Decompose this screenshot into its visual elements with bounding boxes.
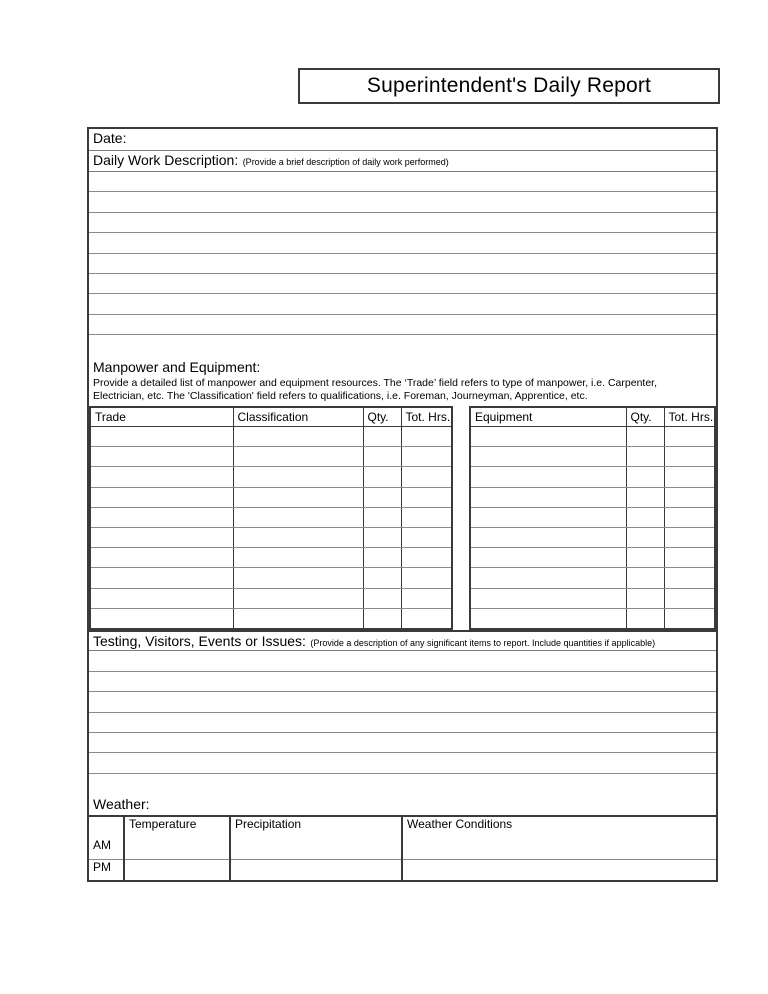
testing-note: (Provide a description of any significant items to report. Include quantities if applicable) bbox=[310, 638, 656, 649]
cell-tot-hrs[interactable] bbox=[401, 487, 451, 507]
cell-qty[interactable] bbox=[626, 507, 664, 527]
cell-qty[interactable] bbox=[363, 507, 401, 527]
weather-header-row bbox=[89, 817, 716, 838]
column-header-period bbox=[89, 817, 124, 838]
cell-qty[interactable] bbox=[626, 548, 664, 568]
manpower-header bbox=[89, 356, 716, 406]
cell-precipitation-am[interactable] bbox=[230, 838, 402, 859]
cell-qty[interactable] bbox=[626, 568, 664, 588]
cell-qty[interactable] bbox=[626, 608, 664, 628]
table-row[interactable] bbox=[91, 568, 451, 588]
column-header-qty: Qty. bbox=[626, 408, 664, 427]
cell-tot-hrs[interactable] bbox=[664, 527, 714, 547]
equipment-table bbox=[469, 406, 716, 631]
work-description-note: (Provide a brief description of daily work performed) bbox=[242, 157, 449, 167]
cell-trade[interactable] bbox=[91, 487, 233, 507]
testing-label: Testing, Visitors, Events or Issues: bbox=[93, 633, 306, 650]
cell-tot-hrs[interactable] bbox=[401, 527, 451, 547]
date-row[interactable] bbox=[89, 129, 716, 151]
cell-qty[interactable] bbox=[626, 447, 664, 467]
table-row[interactable] bbox=[91, 527, 451, 547]
table-row[interactable] bbox=[471, 548, 714, 568]
cell-conditions-am[interactable] bbox=[402, 838, 716, 859]
cell-period-pm: PM bbox=[89, 859, 124, 880]
cell-tot-hrs[interactable] bbox=[401, 467, 451, 487]
cell-qty[interactable] bbox=[626, 427, 664, 447]
manpower-table-header-row bbox=[91, 408, 451, 427]
cell-classification[interactable] bbox=[233, 568, 363, 588]
work-description-line[interactable] bbox=[89, 315, 716, 335]
cell-classification[interactable] bbox=[233, 527, 363, 547]
table-row[interactable] bbox=[471, 427, 714, 447]
cell-equipment[interactable] bbox=[471, 527, 626, 547]
cell-tot-hrs[interactable] bbox=[664, 447, 714, 467]
testing-lines bbox=[89, 651, 716, 794]
cell-qty[interactable] bbox=[626, 527, 664, 547]
table-row[interactable] bbox=[91, 447, 451, 467]
cell-classification[interactable] bbox=[233, 467, 363, 487]
table-row[interactable] bbox=[471, 568, 714, 588]
cell-trade[interactable] bbox=[91, 467, 233, 487]
cell-trade[interactable] bbox=[91, 548, 233, 568]
cell-tot-hrs[interactable] bbox=[401, 548, 451, 568]
cell-qty[interactable] bbox=[363, 608, 401, 628]
cell-qty[interactable] bbox=[363, 447, 401, 467]
work-description-header bbox=[89, 151, 716, 172]
cell-tot-hrs[interactable] bbox=[664, 427, 714, 447]
column-header-tot-hrs: Tot. Hrs. bbox=[664, 408, 714, 427]
cell-trade[interactable] bbox=[91, 427, 233, 447]
table-row[interactable] bbox=[91, 467, 451, 487]
table-row[interactable] bbox=[91, 507, 451, 527]
work-description-line[interactable] bbox=[89, 172, 716, 192]
testing-header bbox=[89, 630, 716, 651]
cell-trade[interactable] bbox=[91, 527, 233, 547]
cell-qty[interactable] bbox=[626, 588, 664, 608]
cell-period-am: AM bbox=[89, 838, 124, 859]
cell-equipment[interactable] bbox=[471, 427, 626, 447]
cell-equipment[interactable] bbox=[471, 608, 626, 628]
work-description-line[interactable] bbox=[89, 335, 716, 355]
work-description-line[interactable] bbox=[89, 213, 716, 233]
cell-qty[interactable] bbox=[363, 548, 401, 568]
table-row[interactable] bbox=[471, 467, 714, 487]
weather-title: Weather: bbox=[89, 794, 716, 817]
table-row[interactable] bbox=[91, 487, 451, 507]
cell-tot-hrs[interactable] bbox=[664, 568, 714, 588]
column-header-qty: Qty. bbox=[363, 408, 401, 427]
cell-tot-hrs[interactable] bbox=[401, 568, 451, 588]
cell-equipment[interactable] bbox=[471, 588, 626, 608]
cell-qty[interactable] bbox=[363, 427, 401, 447]
work-description-line[interactable] bbox=[89, 192, 716, 212]
cell-qty[interactable] bbox=[363, 568, 401, 588]
table-row[interactable] bbox=[471, 507, 714, 527]
work-description-line[interactable] bbox=[89, 233, 716, 253]
column-header-precipitation: Precipitation bbox=[230, 817, 402, 838]
cell-qty[interactable] bbox=[363, 487, 401, 507]
work-description-lines bbox=[89, 172, 716, 356]
weather-table bbox=[89, 817, 716, 880]
manpower-equipment-tables bbox=[89, 406, 716, 631]
table-row[interactable] bbox=[471, 588, 714, 608]
cell-trade[interactable] bbox=[91, 588, 233, 608]
cell-tot-hrs[interactable] bbox=[664, 487, 714, 507]
cell-tot-hrs[interactable] bbox=[401, 608, 451, 628]
cell-equipment[interactable] bbox=[471, 507, 626, 527]
cell-temperature-pm[interactable] bbox=[124, 859, 230, 880]
cell-classification[interactable] bbox=[233, 608, 363, 628]
cell-conditions-pm[interactable] bbox=[402, 859, 716, 880]
cell-trade[interactable] bbox=[91, 568, 233, 588]
table-row[interactable] bbox=[91, 548, 451, 568]
column-header-weather-conditions: Weather Conditions bbox=[407, 817, 513, 832]
daily-report-form bbox=[87, 127, 718, 882]
cell-qty[interactable] bbox=[363, 527, 401, 547]
cell-tot-hrs[interactable] bbox=[664, 548, 714, 568]
testing-line[interactable] bbox=[89, 692, 716, 712]
cell-classification[interactable] bbox=[233, 588, 363, 608]
column-header-classification: Classification bbox=[233, 408, 363, 427]
column-header-trade: Trade bbox=[91, 408, 233, 427]
testing-line[interactable] bbox=[89, 672, 716, 692]
cell-qty[interactable] bbox=[363, 467, 401, 487]
table-gutter bbox=[453, 406, 469, 631]
column-header-equipment: Equipment bbox=[471, 408, 626, 427]
testing-line[interactable] bbox=[89, 713, 716, 733]
equipment-table-header-row bbox=[471, 408, 714, 427]
table-row[interactable] bbox=[91, 608, 451, 628]
cell-tot-hrs[interactable] bbox=[401, 447, 451, 467]
table-row[interactable] bbox=[471, 608, 714, 628]
testing-line[interactable] bbox=[89, 733, 716, 753]
cell-tot-hrs[interactable] bbox=[664, 467, 714, 487]
cell-tot-hrs[interactable] bbox=[664, 588, 714, 608]
date-label: Date: bbox=[93, 130, 127, 146]
report-title-box bbox=[298, 68, 720, 104]
cell-equipment[interactable] bbox=[471, 447, 626, 467]
testing-line[interactable] bbox=[89, 774, 716, 794]
table-row[interactable] bbox=[471, 527, 714, 547]
work-description-line[interactable] bbox=[89, 294, 716, 314]
table-row[interactable] bbox=[91, 588, 451, 608]
table-row[interactable] bbox=[89, 859, 716, 880]
cell-classification[interactable] bbox=[233, 487, 363, 507]
cell-precipitation-pm[interactable] bbox=[230, 859, 402, 880]
cell-classification[interactable] bbox=[233, 427, 363, 447]
cell-tot-hrs[interactable] bbox=[401, 427, 451, 447]
cell-tot-hrs[interactable] bbox=[401, 588, 451, 608]
table-row[interactable] bbox=[91, 427, 451, 447]
manpower-title: Manpower and Equipment: bbox=[93, 358, 261, 375]
cell-temperature-am[interactable] bbox=[124, 838, 230, 859]
column-header-tot-hrs: Tot. Hrs. bbox=[401, 408, 451, 427]
cell-trade[interactable] bbox=[91, 447, 233, 467]
cell-trade[interactable] bbox=[91, 507, 233, 527]
cell-qty[interactable] bbox=[626, 467, 664, 487]
table-row[interactable] bbox=[471, 447, 714, 467]
cell-trade[interactable] bbox=[91, 608, 233, 628]
cell-equipment[interactable] bbox=[471, 568, 626, 588]
testing-line[interactable] bbox=[89, 651, 716, 671]
cell-qty[interactable] bbox=[363, 588, 401, 608]
manpower-description-line-1: Provide a detailed list of manpower and equipment resources. The ‘Trade’ field refers to type of manpower, i.e. Carpenter, bbox=[93, 376, 657, 389]
page-title: Superintendent's Daily Report bbox=[366, 74, 652, 97]
cell-classification[interactable] bbox=[233, 447, 363, 467]
work-description-line[interactable] bbox=[89, 254, 716, 274]
cell-equipment[interactable] bbox=[471, 548, 626, 568]
cell-classification[interactable] bbox=[233, 507, 363, 527]
testing-line[interactable] bbox=[89, 753, 716, 773]
column-header-temperature: Temperature bbox=[124, 817, 230, 838]
cell-tot-hrs[interactable] bbox=[664, 507, 714, 527]
table-row[interactable] bbox=[89, 838, 716, 859]
cell-equipment[interactable] bbox=[471, 467, 626, 487]
manpower-description-line-2: Electrician, etc. The 'Classification' field refers to qualifications, i.e. Foreman, Journeyman, Apprentice, etc. bbox=[93, 390, 588, 403]
cell-equipment[interactable] bbox=[471, 487, 626, 507]
table-row[interactable] bbox=[471, 487, 714, 507]
work-description-label: Daily Work Description: bbox=[93, 152, 239, 168]
work-description-line[interactable] bbox=[89, 274, 716, 294]
cell-qty[interactable] bbox=[626, 487, 664, 507]
cell-tot-hrs[interactable] bbox=[664, 608, 714, 628]
cell-classification[interactable] bbox=[233, 548, 363, 568]
manpower-table bbox=[89, 406, 453, 631]
cell-tot-hrs[interactable] bbox=[401, 507, 451, 527]
